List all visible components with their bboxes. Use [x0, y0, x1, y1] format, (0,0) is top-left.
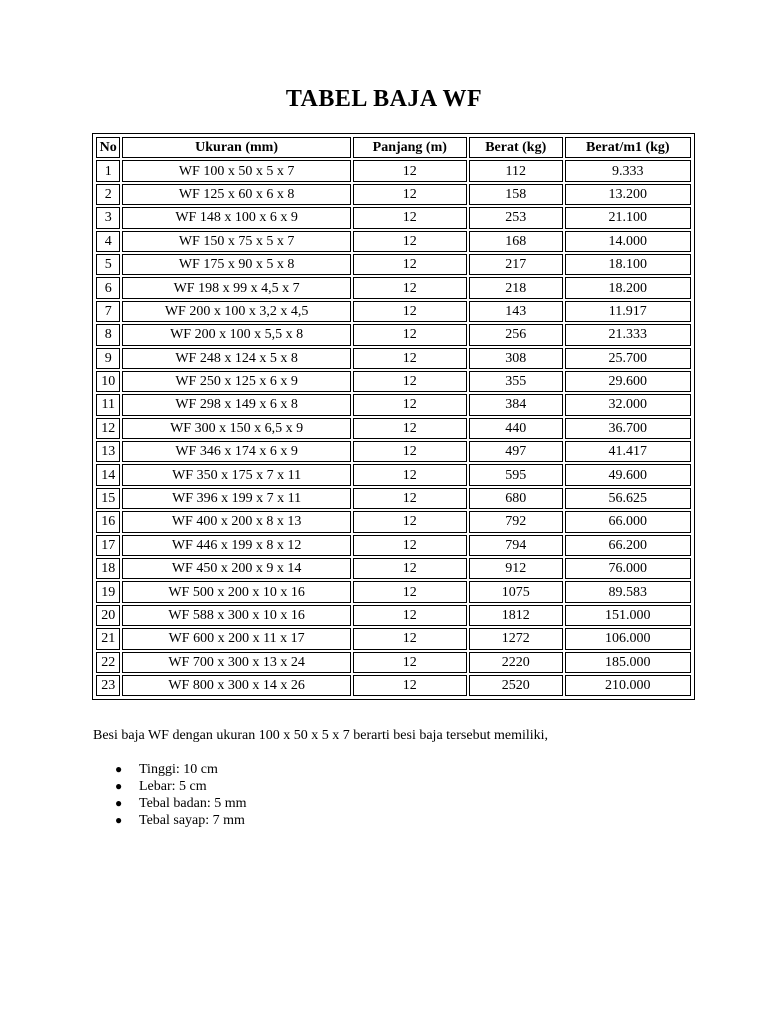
cell-panjang: 12 [353, 207, 467, 228]
table-row [96, 441, 691, 462]
cell-panjang: 12 [353, 652, 467, 673]
cell-ukuran: WF 198 x 99 x 4,5 x 7 [122, 277, 350, 298]
table-row [96, 348, 691, 369]
table-header-row [96, 137, 691, 158]
cell-no: 14 [96, 464, 120, 485]
cell-no: 23 [96, 675, 120, 696]
cell-panjang: 12 [353, 605, 467, 626]
cell-ukuran: WF 700 x 300 x 13 x 24 [122, 652, 350, 673]
cell-ukuran: WF 396 x 199 x 7 x 11 [122, 488, 350, 509]
bullet-icon: ● [115, 762, 123, 776]
cell-panjang: 12 [353, 277, 467, 298]
cell-berat-per-m: 210.000 [565, 675, 691, 696]
cell-panjang: 12 [353, 488, 467, 509]
cell-berat: 794 [469, 535, 563, 556]
cell-berat-per-m: 151.000 [565, 605, 691, 626]
cell-berat-per-m: 13.200 [565, 184, 691, 205]
cell-berat-per-m: 18.200 [565, 277, 691, 298]
bullet-icon: ● [115, 813, 123, 827]
cell-ukuran: WF 298 x 149 x 6 x 8 [122, 394, 350, 415]
header-ukuran: Ukuran (mm) [122, 137, 350, 158]
cell-ukuran: WF 250 x 125 x 6 x 9 [122, 371, 350, 392]
cell-berat: 218 [469, 277, 563, 298]
cell-berat: 112 [469, 160, 563, 181]
cell-berat: 680 [469, 488, 563, 509]
cell-ukuran: WF 346 x 174 x 6 x 9 [122, 441, 350, 462]
cell-panjang: 12 [353, 394, 467, 415]
spec-text: Tinggi: 10 cm [139, 762, 218, 777]
cell-ukuran: WF 588 x 300 x 10 x 16 [122, 605, 350, 626]
cell-ukuran: WF 200 x 100 x 5,5 x 8 [122, 324, 350, 345]
header-berat-per-m: Berat/m1 (kg) [565, 137, 691, 158]
table-row [96, 581, 691, 602]
cell-no: 21 [96, 628, 120, 649]
cell-ukuran: WF 446 x 199 x 8 x 12 [122, 535, 350, 556]
cell-berat-per-m: 21.100 [565, 207, 691, 228]
cell-no: 16 [96, 511, 120, 532]
cell-berat-per-m: 29.600 [565, 371, 691, 392]
cell-no: 18 [96, 558, 120, 579]
wf-steel-table [92, 133, 695, 700]
cell-ukuran: WF 150 x 75 x 5 x 7 [122, 231, 350, 252]
list-item [93, 812, 247, 829]
cell-ukuran: WF 148 x 100 x 6 x 9 [122, 207, 350, 228]
list-item [93, 778, 247, 795]
cell-panjang: 12 [353, 535, 467, 556]
cell-berat: 1075 [469, 581, 563, 602]
cell-panjang: 12 [353, 348, 467, 369]
cell-no: 11 [96, 394, 120, 415]
cell-ukuran: WF 300 x 150 x 6,5 x 9 [122, 418, 350, 439]
table-row [96, 301, 691, 322]
cell-ukuran: WF 600 x 200 x 11 x 17 [122, 628, 350, 649]
cell-berat: 143 [469, 301, 563, 322]
cell-no: 22 [96, 652, 120, 673]
cell-no: 2 [96, 184, 120, 205]
cell-panjang: 12 [353, 231, 467, 252]
bullet-icon: ● [115, 796, 123, 810]
cell-berat: 912 [469, 558, 563, 579]
cell-berat: 355 [469, 371, 563, 392]
table-row [96, 254, 691, 275]
cell-berat-per-m: 56.625 [565, 488, 691, 509]
table-row [96, 558, 691, 579]
cell-berat-per-m: 106.000 [565, 628, 691, 649]
cell-berat: 1272 [469, 628, 563, 649]
cell-berat: 595 [469, 464, 563, 485]
cell-no: 1 [96, 160, 120, 181]
cell-berat: 256 [469, 324, 563, 345]
cell-no: 3 [96, 207, 120, 228]
table-row [96, 184, 691, 205]
list-item [93, 761, 247, 778]
table-row [96, 371, 691, 392]
cell-berat-per-m: 11.917 [565, 301, 691, 322]
cell-panjang: 12 [353, 324, 467, 345]
header-no: No [96, 137, 120, 158]
header-panjang: Panjang (m) [353, 137, 467, 158]
cell-berat-per-m: 14.000 [565, 231, 691, 252]
table-row [96, 628, 691, 649]
cell-berat-per-m: 36.700 [565, 418, 691, 439]
table-row [96, 231, 691, 252]
cell-panjang: 12 [353, 184, 467, 205]
table-row [96, 277, 691, 298]
cell-ukuran: WF 248 x 124 x 5 x 8 [122, 348, 350, 369]
spec-text: Tebal sayap: 7 mm [139, 813, 245, 828]
cell-ukuran: WF 800 x 300 x 14 x 26 [122, 675, 350, 696]
table-row [96, 511, 691, 532]
table-row [96, 675, 691, 696]
cell-berat-per-m: 9.333 [565, 160, 691, 181]
table-body [96, 160, 691, 696]
cell-berat-per-m: 76.000 [565, 558, 691, 579]
cell-no: 10 [96, 371, 120, 392]
cell-panjang: 12 [353, 464, 467, 485]
cell-berat-per-m: 49.600 [565, 464, 691, 485]
cell-panjang: 12 [353, 301, 467, 322]
cell-no: 13 [96, 441, 120, 462]
cell-berat: 217 [469, 254, 563, 275]
table-row [96, 324, 691, 345]
cell-berat: 792 [469, 511, 563, 532]
cell-panjang: 12 [353, 511, 467, 532]
cell-no: 9 [96, 348, 120, 369]
cell-berat: 308 [469, 348, 563, 369]
cell-no: 6 [96, 277, 120, 298]
cell-ukuran: WF 125 x 60 x 6 x 8 [122, 184, 350, 205]
cell-panjang: 12 [353, 371, 467, 392]
cell-panjang: 12 [353, 254, 467, 275]
table-row [96, 394, 691, 415]
cell-berat-per-m: 66.000 [565, 511, 691, 532]
description-text: Besi baja WF dengan ukuran 100 x 50 x 5 x 7 berarti besi baja tersebut memiliki, [93, 728, 549, 743]
cell-berat: 2220 [469, 652, 563, 673]
cell-no: 12 [96, 418, 120, 439]
table-row [96, 652, 691, 673]
spec-text: Lebar: 5 cm [139, 779, 207, 794]
cell-berat-per-m: 66.200 [565, 535, 691, 556]
cell-panjang: 12 [353, 418, 467, 439]
cell-berat: 253 [469, 207, 563, 228]
cell-no: 19 [96, 581, 120, 602]
cell-no: 15 [96, 488, 120, 509]
cell-berat-per-m: 18.100 [565, 254, 691, 275]
cell-berat: 1812 [469, 605, 563, 626]
cell-ukuran: WF 500 x 200 x 10 x 16 [122, 581, 350, 602]
table-row [96, 488, 691, 509]
cell-berat: 440 [469, 418, 563, 439]
spec-text: Tebal badan: 5 mm [139, 796, 247, 811]
spec-list [93, 761, 247, 829]
cell-panjang: 12 [353, 675, 467, 696]
cell-berat-per-m: 25.700 [565, 348, 691, 369]
cell-no: 8 [96, 324, 120, 345]
cell-berat-per-m: 89.583 [565, 581, 691, 602]
cell-berat: 497 [469, 441, 563, 462]
table-row [96, 207, 691, 228]
table-row [96, 418, 691, 439]
cell-berat-per-m: 21.333 [565, 324, 691, 345]
cell-berat-per-m: 32.000 [565, 394, 691, 415]
cell-no: 4 [96, 231, 120, 252]
cell-panjang: 12 [353, 628, 467, 649]
table-row [96, 535, 691, 556]
cell-panjang: 12 [353, 441, 467, 462]
cell-berat: 168 [469, 231, 563, 252]
cell-ukuran: WF 175 x 90 x 5 x 8 [122, 254, 350, 275]
table-row [96, 464, 691, 485]
cell-no: 7 [96, 301, 120, 322]
cell-berat: 2520 [469, 675, 563, 696]
cell-panjang: 12 [353, 160, 467, 181]
bullet-icon: ● [115, 779, 123, 793]
header-berat: Berat (kg) [469, 137, 563, 158]
page-title: TABEL BAJA WF [285, 86, 483, 112]
list-item [93, 795, 247, 812]
cell-berat-per-m: 185.000 [565, 652, 691, 673]
cell-berat: 158 [469, 184, 563, 205]
cell-ukuran: WF 400 x 200 x 8 x 13 [122, 511, 350, 532]
table-row [96, 605, 691, 626]
cell-panjang: 12 [353, 558, 467, 579]
cell-ukuran: WF 450 x 200 x 9 x 14 [122, 558, 350, 579]
cell-berat-per-m: 41.417 [565, 441, 691, 462]
cell-no: 20 [96, 605, 120, 626]
cell-no: 17 [96, 535, 120, 556]
cell-no: 5 [96, 254, 120, 275]
table-row [96, 160, 691, 181]
cell-panjang: 12 [353, 581, 467, 602]
cell-ukuran: WF 100 x 50 x 5 x 7 [122, 160, 350, 181]
cell-berat: 384 [469, 394, 563, 415]
cell-ukuran: WF 200 x 100 x 3,2 x 4,5 [122, 301, 350, 322]
cell-ukuran: WF 350 x 175 x 7 x 11 [122, 464, 350, 485]
